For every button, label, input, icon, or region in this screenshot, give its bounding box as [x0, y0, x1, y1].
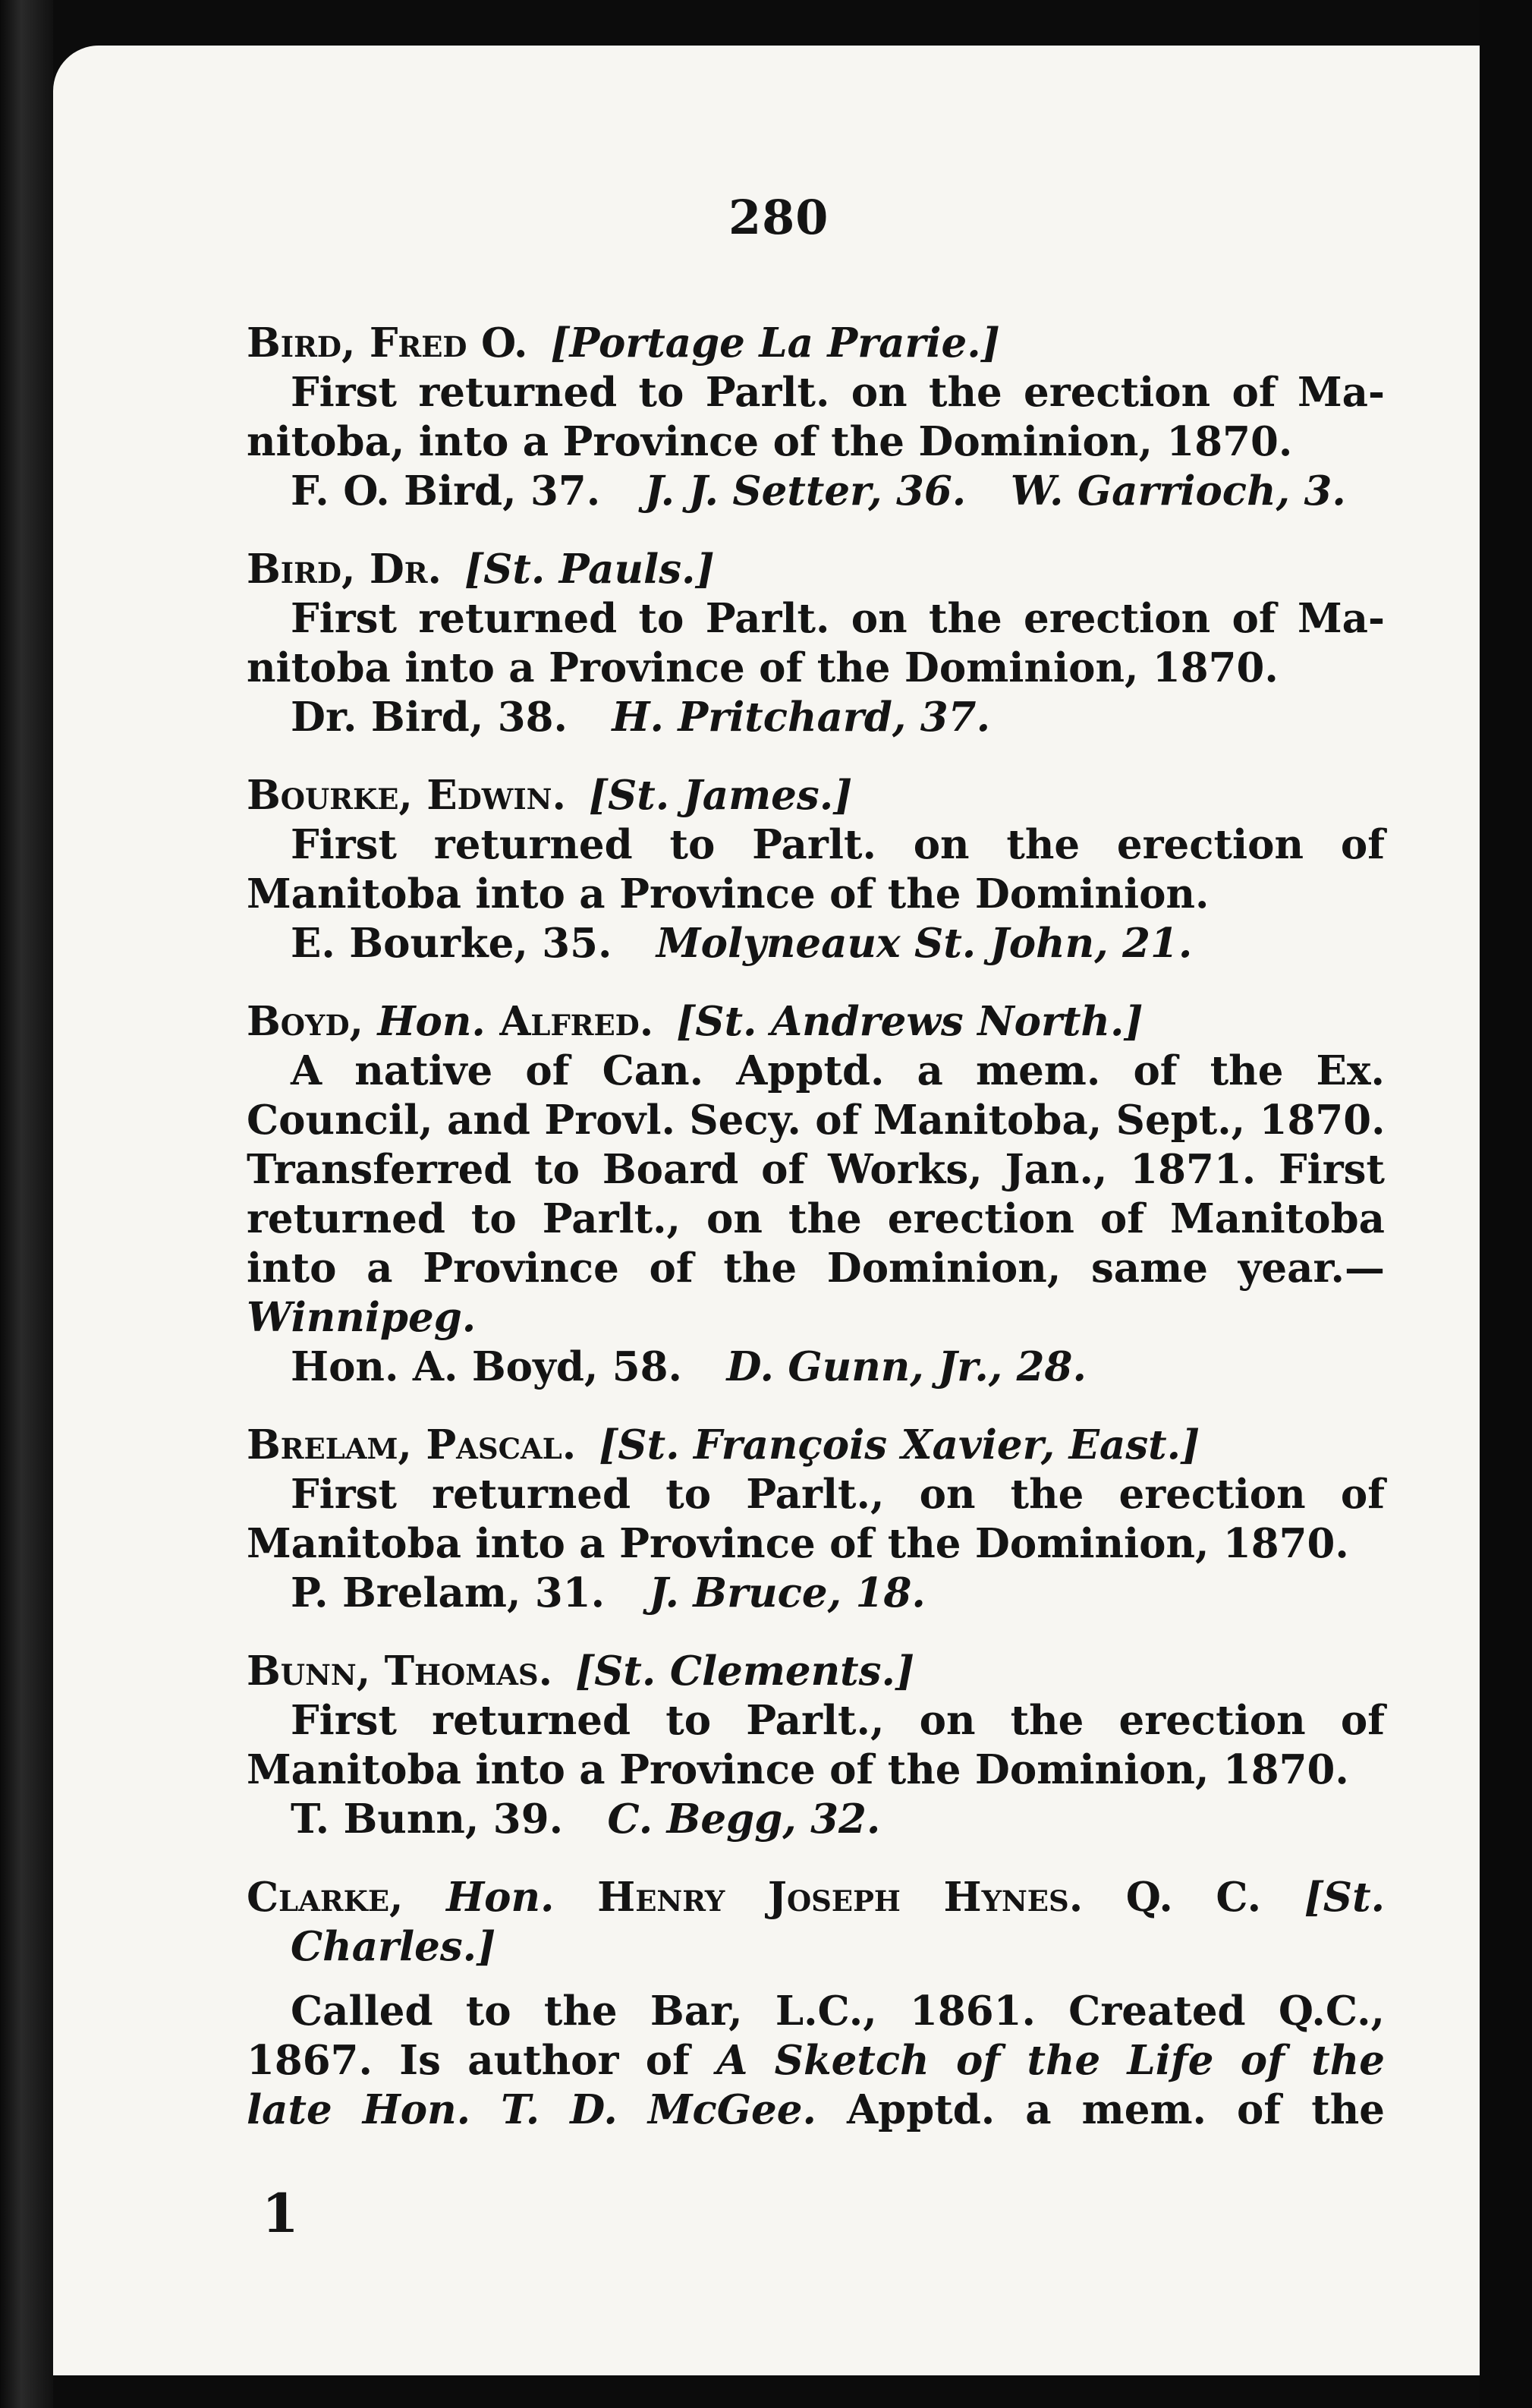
entry-brelam: [247, 1421, 1385, 1618]
entry-line: A native of Can. Apptd. a mem. of the Ex.: [291, 1047, 1385, 1094]
entry-line: into a Province of the Dominion, same year.—: [247, 1245, 1385, 1292]
page-number: 280: [728, 190, 829, 245]
entry-name: Bourke, Edwin.: [247, 772, 566, 819]
entry-line: First returned to Parlt. on the erection of Ma-: [291, 595, 1385, 642]
entry-votes: [247, 467, 1385, 516]
entry-name: Brelam, Pascal.: [247, 1421, 577, 1468]
entry-line: First returned to Parlt., on the erection of: [291, 1697, 1385, 1744]
book-gutter-left: [0, 0, 53, 2408]
entry-constituency: [St. Pauls.]: [464, 546, 715, 593]
entry-constituency: [St.: [1304, 1874, 1386, 1921]
entry-constituency-cont: Charles.]: [291, 1923, 496, 1970]
entry-line: 1867. Is author of A Sketch of the Life of the: [247, 2037, 1385, 2084]
entry-votes: [247, 1569, 1385, 1618]
vote-winner: Hon. A. Boyd, 58.: [291, 1343, 682, 1390]
entry-constituency: [Portage La Prarie.]: [550, 319, 1000, 367]
entry-votes: [247, 1342, 1385, 1392]
page-text: [247, 319, 1385, 2164]
entry-line: First returned to Parlt. on the erection of: [291, 821, 1385, 868]
entry-line: First returned to Parlt. on the erection of Ma-: [291, 369, 1385, 416]
entry-line: late Hon. T. D. McGee. Apptd. a mem. of the: [247, 2086, 1385, 2133]
vote-candidate: J. Bruce, 18.: [649, 1569, 926, 1616]
entry-name: Boyd, Hon. Alfred.: [247, 998, 654, 1045]
entry-votes: [247, 1795, 1385, 1844]
vote-candidate: H. Pritchard, 37.: [612, 694, 991, 741]
entry-votes: [247, 693, 1385, 742]
entry-line-place: Winnipeg.: [247, 1294, 477, 1341]
entry-clarke: [247, 1873, 1385, 2135]
entry-line: Manitoba into a Province of the Dominion.: [247, 870, 1210, 918]
entry-name: Bird, Dr.: [247, 546, 442, 593]
vote-winner: E. Bourke, 35.: [291, 920, 612, 967]
entry-name: Bird, Fred O.: [247, 319, 528, 367]
vote-candidate: Molyneaux St. John, 21.: [656, 920, 1193, 967]
entry-constituency: [St. François Xavier, East.]: [599, 1421, 1200, 1468]
entry-line: returned to Parlt., on the erection of Manitoba: [247, 1195, 1385, 1242]
entry-constituency: [St. Clements.]: [575, 1648, 915, 1695]
vote-candidate: J. J. Setter, 36.: [644, 467, 967, 515]
signature-mark: 1: [262, 2182, 299, 2245]
entry-constituency: [St. Andrews North.]: [676, 998, 1143, 1045]
vote-winner: T. Bunn, 39.: [291, 1796, 564, 1843]
vote-winner: P. Brelam, 31.: [291, 1569, 606, 1616]
entry-line: Manitoba into a Province of the Dominion, 1870.: [247, 1746, 1349, 1793]
entry-line: Council, and Provl. Secy. of Manitoba, Sept., 1870.: [247, 1097, 1386, 1144]
entry-bunn: [247, 1647, 1385, 1844]
entry-votes: [247, 919, 1385, 968]
entry-line: Manitoba into a Province of the Dominion, 1870.: [247, 1520, 1349, 1567]
vote-candidate: D. Gunn, Jr., 28.: [726, 1343, 1087, 1390]
entry-bourke: [247, 771, 1385, 968]
entry-line: Called to the Bar, L.C., 1861. Created Q.C.,: [291, 1988, 1385, 2035]
entry-boyd: [247, 997, 1385, 1392]
entry-line: nitoba, into a Province of the Dominion, 1870.: [247, 418, 1293, 465]
book-edge-right: [1480, 0, 1532, 2408]
vote-winner: F. O. Bird, 37.: [291, 467, 601, 515]
vote-candidate: W. Garrioch, 3.: [1010, 467, 1346, 515]
entry-name-line: Clarke, Hon. Henry Joseph Hynes. Q. C. [St.: [247, 1874, 1386, 1921]
entry-bird-dr: [247, 545, 1385, 742]
vote-winner: Dr. Bird, 38.: [291, 694, 568, 741]
vote-candidate: C. Begg, 32.: [607, 1796, 881, 1843]
entry-line: nitoba into a Province of the Dominion, 1870.: [247, 644, 1279, 691]
entry-name: Bunn, Thomas.: [247, 1648, 553, 1695]
entry-line: Transferred to Board of Works, Jan., 1871. First: [247, 1146, 1385, 1193]
entry-bird-fred: [247, 319, 1385, 516]
entry-constituency: [St. James.]: [588, 772, 853, 819]
entry-line: First returned to Parlt., on the erection of: [291, 1471, 1385, 1518]
